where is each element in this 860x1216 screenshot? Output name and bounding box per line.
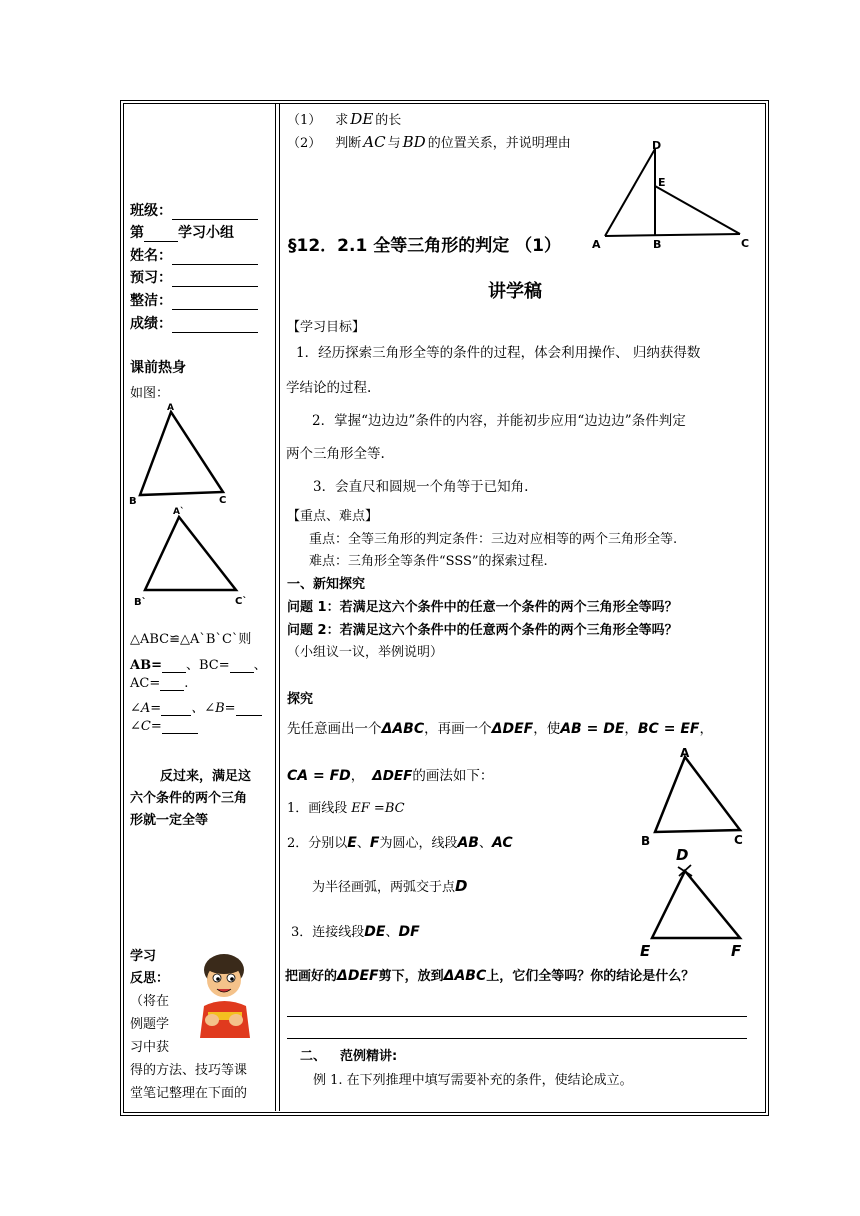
neat-row <box>130 290 258 310</box>
step2-sep2: 、 <box>478 836 492 851</box>
draw-text-d: 的画法如下： <box>412 768 494 784</box>
triangle-abc-prime <box>145 517 236 590</box>
converse-line-2: 六个条件的两个三角 <box>130 791 248 806</box>
figure-triangle-abc <box>655 757 740 832</box>
figure-caption: 如图： <box>130 386 170 401</box>
section-2-heading <box>300 1045 397 1064</box>
fig-label-e: E <box>658 176 666 189</box>
step3-df: DF <box>398 924 420 940</box>
goal-2-line-a: 2．掌握“边边边”条件的内容，并能初步应用“边边边”条件判定 <box>312 413 686 429</box>
math-bc-ef: BC = EF <box>637 721 700 737</box>
draw-instruction-1 <box>287 717 713 737</box>
draw-text-a: 先任意画出一个 <box>287 721 382 737</box>
reflect-line-4: 例题学 <box>130 1017 170 1032</box>
fig2-label-f: F <box>731 942 742 960</box>
step1-bc: BC <box>384 801 405 816</box>
cut-text-a: 把画好的 <box>285 969 338 984</box>
reflect-line-1: 学习 <box>130 949 157 964</box>
bc-tail: 、 <box>253 658 267 673</box>
q1-tail: 的长 <box>375 113 402 128</box>
step-2-cont <box>312 876 467 895</box>
q2-var-bd: BD <box>402 133 426 151</box>
group-prefix: 第 <box>130 225 144 241</box>
reflect-line-5: 习中获 <box>130 1040 170 1055</box>
sec2-title: 范例精讲: <box>340 1049 398 1064</box>
step3-sep: 、 <box>385 925 399 940</box>
goal-2-line-b: 两个三角形全等. <box>286 446 385 462</box>
goal-3: 3．会直尺和圆规一个角等于已知角. <box>313 479 529 495</box>
score-blank[interactable] <box>172 318 258 333</box>
q2-text-c: 的位置关系，并说明理由 <box>427 136 571 151</box>
tri2-label-c: C` <box>235 596 248 607</box>
goal-1-line-b: 学结论的过程. <box>286 380 372 396</box>
comma-3: ， <box>350 768 365 784</box>
draw-text-b: ，再画一个 <box>424 721 492 737</box>
warmup-triangles <box>125 400 275 610</box>
score-label: 成绩： <box>130 316 172 332</box>
question-2 <box>287 132 571 151</box>
reflect-line-2: 反思： <box>130 971 170 986</box>
sec2-number: 二、 <box>300 1049 327 1064</box>
ab-label: AB= <box>130 658 162 673</box>
tri2-label-b: B` <box>134 597 147 608</box>
student-cartoon-icon <box>190 948 262 1048</box>
bc-label: 、BC= <box>185 658 230 673</box>
step3-text: 3．连接线段 <box>291 925 365 940</box>
cut-text-b: 剪下，放到 <box>378 969 444 984</box>
tri1-label-c: C <box>219 495 227 506</box>
converse-line-3: 形就一定全等 <box>130 813 209 828</box>
step-2 <box>287 832 513 851</box>
step2-text-c: 为半径画弧，两弧交于点 <box>312 880 456 895</box>
fig2-label-b: B <box>641 834 651 848</box>
class-blank[interactable] <box>172 205 258 220</box>
page-subtitle: 讲学稿 <box>488 281 542 302</box>
section-1-heading: 一、新知探究 <box>287 577 366 592</box>
warmup-title: 课前热身 <box>130 360 186 376</box>
q2-text-a: 判断 <box>335 136 362 151</box>
key-point: 重点：全等三角形的判定条件：三边对应相等的两个三角形全等. <box>309 532 678 547</box>
goal-heading: 【学习目标】 <box>287 320 366 335</box>
bc-blank[interactable] <box>230 660 254 673</box>
problem-1: 问题 1：若满足这六个条件中的任意一个条件的两个三角形全等吗？ <box>287 600 678 615</box>
reflect-line-3: （将在 <box>130 994 170 1009</box>
step2-text-b: 为圆心，线段 <box>379 836 458 851</box>
step3-de: DE <box>364 924 386 940</box>
tri1-label-b: B <box>129 496 137 507</box>
score-row <box>130 313 258 333</box>
name-label: 姓名： <box>130 248 172 264</box>
goal-1-line-a: 1．经历探索三角形全等的条件的过程，体会利用操作、 归纳获得数 <box>296 345 701 361</box>
fig2-label-d: D <box>676 846 689 864</box>
step-1 <box>287 797 405 816</box>
step1-text: 1．画线段 <box>287 801 348 816</box>
page-title: §12．2.1 全等三角形的判定 （1） <box>288 236 561 256</box>
fig-label-a: A <box>592 238 601 251</box>
fig2-label-e: E <box>640 942 651 960</box>
math-tri-def-2: ΔDEF <box>372 768 413 784</box>
step2-e: E <box>347 835 357 851</box>
math-tri-def: ΔDEF <box>491 721 534 737</box>
math-ca-fd: CA = FD <box>287 768 351 784</box>
ac-row <box>130 676 188 691</box>
cut-tri-def: ΔDEF <box>337 968 379 984</box>
group-blank[interactable] <box>144 227 178 242</box>
figure-abc-def <box>638 740 758 962</box>
ab-bc-row <box>130 654 267 673</box>
step-3 <box>291 921 420 940</box>
discuss-note: （小组议一议，举例说明） <box>287 645 444 660</box>
figure-deabc <box>585 135 755 255</box>
group-suffix: 学习小组 <box>178 225 234 241</box>
preview-label: 预习： <box>130 270 172 286</box>
angle-a-blank[interactable] <box>161 703 191 716</box>
angle-c-blank[interactable] <box>162 721 198 734</box>
fig2-label-c: C <box>734 833 743 847</box>
q1-number: （1） <box>287 113 322 128</box>
fig-label-c: C <box>741 237 750 250</box>
column-divider <box>275 103 276 1111</box>
q1-text: 求 <box>335 113 349 128</box>
name-blank[interactable] <box>172 250 258 265</box>
step2-f: F <box>369 835 380 851</box>
ac-label: AC= <box>130 676 161 691</box>
difficult-point: 难点：三角形全等条件“SSS”的探索过程. <box>309 554 548 569</box>
converse-line-1: 反过来，满足这 <box>160 769 252 784</box>
math-tri-abc: ΔABC <box>381 721 425 737</box>
fig2-label-a: A <box>680 746 690 760</box>
reflect-line-7: 堂笔记整理在下面的 <box>130 1086 248 1101</box>
angle-a-label: ∠A= <box>130 701 162 716</box>
example-1: 例 1. 在下列推理中填写需要补充的条件，使结论成立。 <box>313 1073 633 1088</box>
math-ab-de: AB = DE <box>560 721 625 737</box>
q1-variable: DE <box>350 110 374 128</box>
comma-2: ， <box>699 721 713 737</box>
answer-line-2[interactable] <box>287 1038 747 1039</box>
step2-ac: AC <box>492 835 513 851</box>
column-divider-inner <box>279 103 280 1111</box>
tri2-label-a: A` <box>173 507 185 517</box>
question-1 <box>287 109 401 128</box>
angle-c-row <box>130 719 198 734</box>
comma-1: ， <box>624 721 638 737</box>
neat-blank[interactable] <box>172 295 258 310</box>
cut-tri-abc: ΔABC <box>443 968 487 984</box>
draw-text-c: ，使 <box>533 721 561 737</box>
step1-eq: = <box>369 801 385 816</box>
cut-question <box>285 965 694 984</box>
name-row <box>130 245 258 265</box>
ab-blank[interactable] <box>162 660 186 673</box>
fig-label-b: B <box>653 238 662 251</box>
angle-c-label: ∠C= <box>130 719 162 734</box>
tri1-label-a: A <box>167 403 174 413</box>
class-label: 班级： <box>130 203 172 219</box>
problem-2: 问题 2：若满足这六个条件中的任意两个条件的两个三角形全等吗？ <box>287 623 678 638</box>
angle-b-blank[interactable] <box>236 703 262 716</box>
step2-d: D <box>455 877 468 895</box>
explore-heading: 探究 <box>287 692 314 707</box>
answer-line-1[interactable] <box>287 1016 747 1017</box>
cut-text-c: 上，它们全等吗？你的结论是什么？ <box>486 969 695 984</box>
angle-b-label: 、∠B= <box>191 701 236 716</box>
step2-sep: 、 <box>356 836 370 851</box>
preview-blank[interactable] <box>172 272 258 287</box>
angle-ab-row <box>130 697 262 716</box>
q2-text-b: 与 <box>387 136 401 151</box>
draw-instruction-2 <box>287 764 493 784</box>
q2-number: （2） <box>287 136 322 151</box>
step2-ab: AB <box>457 835 479 851</box>
step2-text-a: 2．分别以 <box>287 836 348 851</box>
fig-label-d: D <box>652 139 662 152</box>
figure-triangle-def <box>652 871 740 938</box>
neat-label: 整洁： <box>130 293 172 309</box>
preview-row <box>130 267 258 287</box>
congruent-statement: △ABC≌△A`B`C`则 <box>130 632 252 647</box>
ac-tail: . <box>184 676 189 691</box>
key-heading: 【重点、难点】 <box>287 509 379 524</box>
triangle-abc <box>140 412 223 495</box>
reflect-line-6: 得的方法、技巧等课 <box>130 1063 248 1078</box>
step1-ef: EF <box>351 801 370 816</box>
ac-blank[interactable] <box>160 678 184 691</box>
q2-var-ac: AC <box>363 133 386 151</box>
group-row <box>130 222 234 242</box>
class-row <box>130 200 258 220</box>
